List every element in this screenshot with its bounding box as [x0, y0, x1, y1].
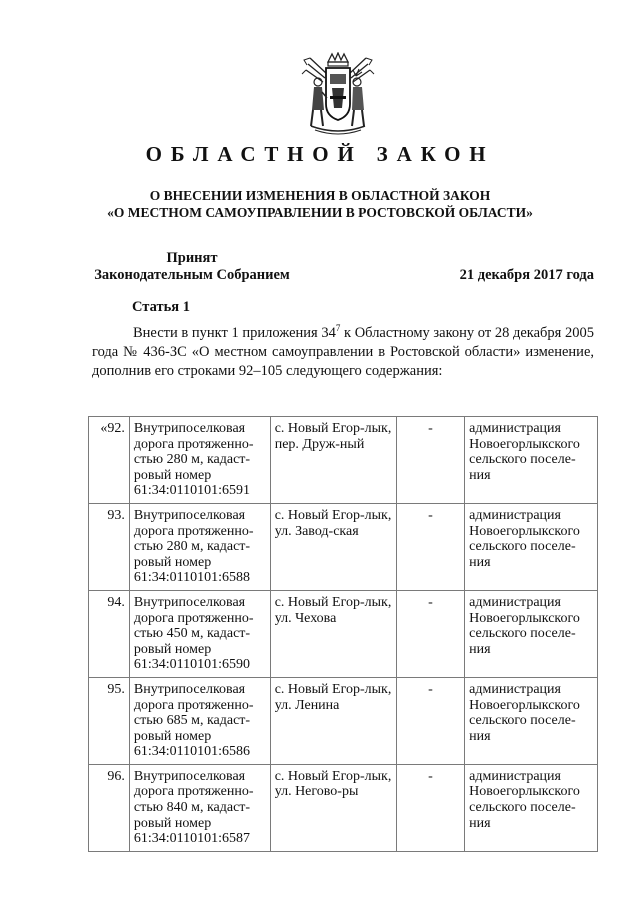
object-description: Внутрипоселковая дорога протяженно-стью 280 м, кадаст-ровый номер 61:34:0110101:6591 — [129, 417, 270, 504]
article-text — [92, 324, 594, 381]
article-heading: Статья 1 — [132, 299, 190, 315]
adoption-date: 21 декабря 2017 года — [459, 267, 594, 283]
article-text-part-2: к Областному закону от 28 декабря 2005 года № 436-ЗС «О местном самоуправлении в Ростовской области» изменение, дополнив его строками 92–105 следующего содержания: — [92, 325, 594, 379]
administration: администрация Новоегорлыкского сельского поселе-ния — [465, 764, 598, 851]
law-type-heading: ОБЛАСТНОЙ ЗАКОН — [145, 142, 495, 166]
empty-value: - — [396, 417, 464, 504]
law-title-line-1: О ВНЕСЕНИИ ИЗМЕНЕНИЯ В ОБЛАСТНОЙ ЗАКОН — [149, 188, 491, 203]
table-row — [89, 503, 598, 590]
empty-value: - — [396, 764, 464, 851]
administration: администрация Новоегорлыкского сельского поселе-ния — [465, 417, 598, 504]
adoption-label-line-2: Законодательным Собранием — [94, 267, 290, 283]
table-row — [89, 590, 598, 677]
adoption-label-line-1: Принят — [166, 250, 218, 266]
object-description: Внутрипоселковая дорога протяженно-стью 280 м, кадаст-ровый номер 61:34:0110101:6588 — [129, 503, 270, 590]
administration: администрация Новоегорлыкского сельского поселе-ния — [465, 677, 598, 764]
object-location: с. Новый Егор-лык, ул. Завод-ская — [270, 503, 396, 590]
amendment-table — [88, 416, 598, 852]
object-location: с. Новый Егор-лык, ул. Чехова — [270, 590, 396, 677]
administration: администрация Новоегорлыкского сельского поселе-ния — [465, 503, 598, 590]
row-number: 95. — [89, 677, 130, 764]
object-description: Внутрипоселковая дорога протяженно-стью 450 м, кадаст-ровый номер 61:34:0110101:6590 — [129, 590, 270, 677]
article-text-part-1: Внести в пункт 1 приложения 34 — [133, 325, 336, 341]
administration: администрация Новоегорлыкского сельского поселе-ния — [465, 590, 598, 677]
empty-value: - — [396, 677, 464, 764]
law-title-line-2: «О МЕСТНОМ САМОУПРАВЛЕНИИ В РОСТОВСКОЙ ОБЛАСТИ» — [107, 205, 533, 220]
row-number: 94. — [89, 590, 130, 677]
empty-value: - — [396, 503, 464, 590]
object-location: с. Новый Егор-лык, ул. Ленина — [270, 677, 396, 764]
table-row — [89, 764, 598, 851]
object-location: с. Новый Егор-лык, пер. Друж-ный — [270, 417, 396, 504]
object-description: Внутрипоселковая дорога протяженно-стью 685 м, кадаст-ровый номер 61:34:0110101:6586 — [129, 677, 270, 764]
row-number: 93. — [89, 503, 130, 590]
empty-value: - — [396, 590, 464, 677]
table-row — [89, 677, 598, 764]
object-location: с. Новый Егор-лык, ул. Негово-ры — [270, 764, 396, 851]
article-text-superscript: 7 — [335, 323, 341, 333]
adoption-label — [92, 250, 292, 284]
table-row — [89, 417, 598, 504]
row-number: «92. — [89, 417, 130, 504]
law-title — [0, 187, 640, 221]
object-description: Внутрипоселковая дорога протяженно-стью 840 м, кадаст-ровый номер 61:34:0110101:6587 — [129, 764, 270, 851]
row-number: 96. — [89, 764, 130, 851]
rostov-oblast-coat-of-arms-icon — [301, 52, 375, 136]
